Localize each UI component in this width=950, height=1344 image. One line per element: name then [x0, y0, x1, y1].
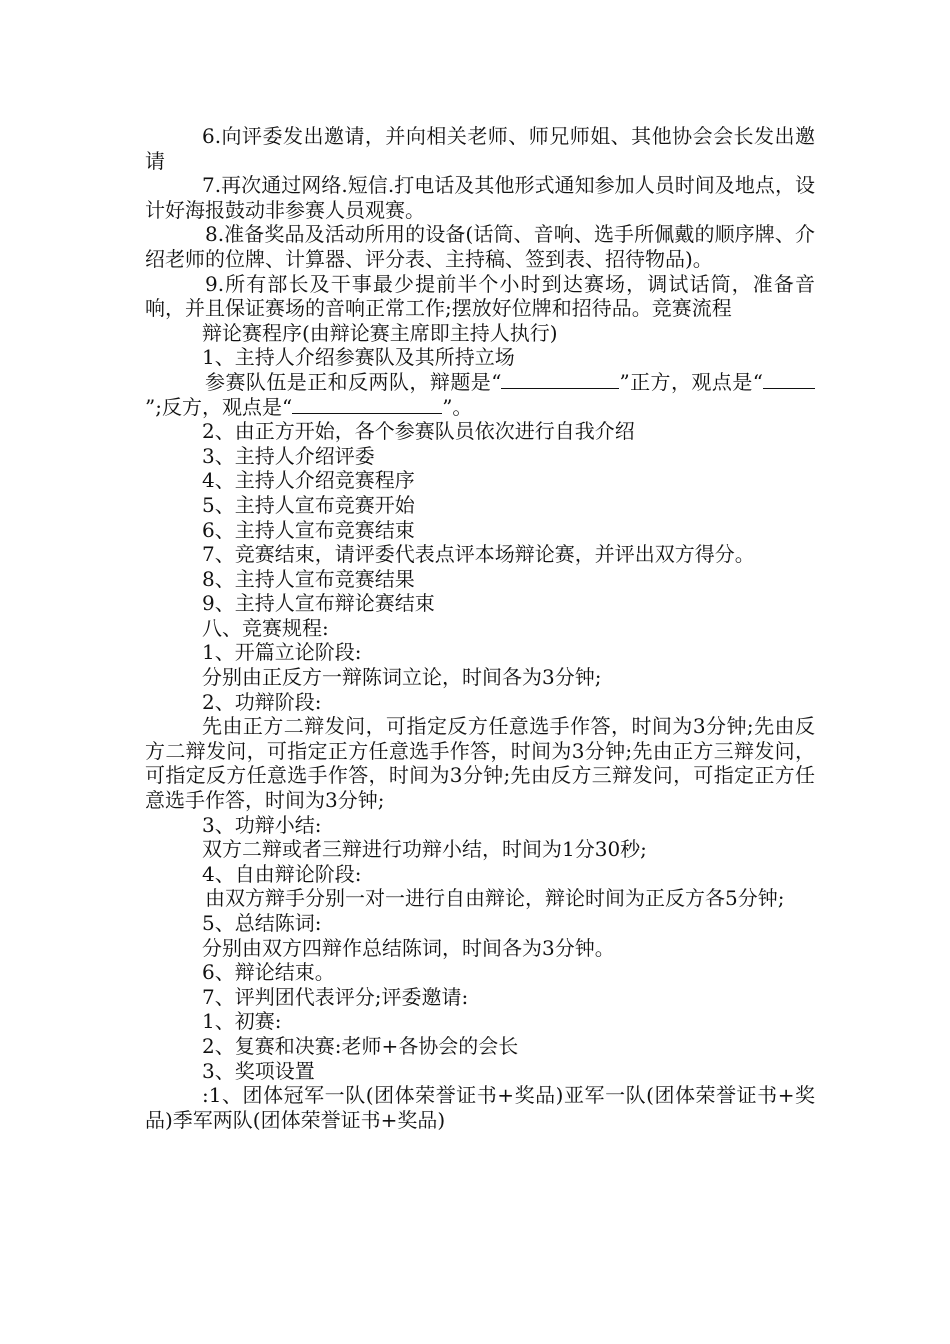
- paragraph: 3、主持人介绍评委: [202, 443, 375, 468]
- section-heading: 八、竞赛规程:: [202, 615, 329, 640]
- paragraph: 1、开篇立论阶段:: [202, 640, 362, 665]
- paragraph: 先由正方二辩发问，可指定反方任意选手作答，时间为3分钟;先由反方二辩发问，可指定正方任意选手作答，时间为3分钟;先由正方三辩发问，可指定反方任意选手作答，时间为3分钟;先由反方三辩发问，可指定正方任意选手作答，时间为3分钟;: [145, 714, 815, 813]
- paragraph: 双方二辩或者三辩进行功辩小结，时间为1分30秒;: [202, 837, 647, 862]
- document-page: [145, 124, 815, 1132]
- paragraph: 1、主持人介绍参赛队及其所持立场: [202, 345, 515, 370]
- negative-view-blank: [292, 395, 442, 414]
- paragraph: 9、主持人宣布辩论赛结束: [202, 591, 435, 616]
- paragraph: 4、主持人介绍竞赛程序: [202, 468, 415, 493]
- paragraph: 由双方辩手分别一对一进行自由辩论，辩论时间为正反方各5分钟;: [205, 886, 785, 911]
- paragraph: 分别由正反方一辩陈词立论，时间各为3分钟;: [202, 665, 602, 690]
- paragraph: 8.准备奖品及活动所用的设备(话筒、音响、选手所佩戴的顺序牌、介绍老师的位牌、计算器、评分表、主持稿、签到表、招待物品)。: [145, 222, 815, 271]
- paragraph: 6、主持人宣布竞赛结束: [202, 517, 415, 542]
- paragraph: 5、主持人宣布竞赛开始: [202, 492, 415, 517]
- paragraph: 2、由正方开始，各个参赛队员依次进行自我介绍: [202, 419, 635, 444]
- paragraph: 9.所有部长及干事最少提前半个小时到达赛场，调试话筒，准备音响，并且保证赛场的音响正常工作;摆放好位牌和招待品。竞赛流程: [145, 271, 815, 321]
- paragraph: 分别由双方四辩作总结陈词，时间各为3分钟。: [202, 935, 615, 960]
- affirmative-view-blank: [763, 370, 815, 389]
- paragraph: :1、团体冠军一队(团体荣誉证书+奖品)亚军一队(团体荣誉证书+奖品)季军两队(团体荣誉证书+奖品): [145, 1083, 815, 1132]
- paragraph: 7.再次通过网络.短信.打电话及其他形式通知参加人员时间及地点，设计好海报鼓动非参赛人员观赛。: [145, 173, 815, 222]
- paragraph: 4、自由辩论阶段:: [202, 861, 362, 886]
- paragraph: 7、评判团代表评分;评委邀请:: [202, 984, 469, 1009]
- teams-text-4: ”。: [442, 394, 473, 419]
- paragraph: 1、初赛:: [202, 1009, 282, 1034]
- paragraph: 7、竞赛结束，请评委代表点评本场辩论赛，并评出双方得分。: [202, 542, 755, 567]
- paragraph: 2、功辩阶段:: [202, 689, 322, 714]
- paragraph: 3、奖项设置: [202, 1058, 315, 1083]
- teams-paragraph: [145, 370, 815, 419]
- paragraph: 5、总结陈词:: [202, 911, 322, 935]
- paragraph: 2、复赛和决赛:老师+各协会的会长: [202, 1033, 519, 1058]
- topic-blank: [501, 370, 619, 389]
- teams-text-2: ”正方，观点是“: [619, 369, 763, 394]
- paragraph: 6、辩论结束。: [202, 960, 335, 985]
- paragraph: 8、主持人宣布竞赛结果: [202, 566, 415, 591]
- paragraph: 辩论赛程序(由辩论赛主席即主持人执行): [202, 320, 558, 345]
- paragraph: 6.向评委发出邀请，并向相关老师、师兄师姐、其他协会会长发出邀请: [145, 124, 815, 173]
- teams-text-1: 参赛队伍是正和反两队，辩题是“: [205, 369, 502, 394]
- paragraph: 3、功辩小结:: [202, 812, 322, 837]
- teams-text-3: ”;反方，观点是“: [145, 394, 293, 419]
